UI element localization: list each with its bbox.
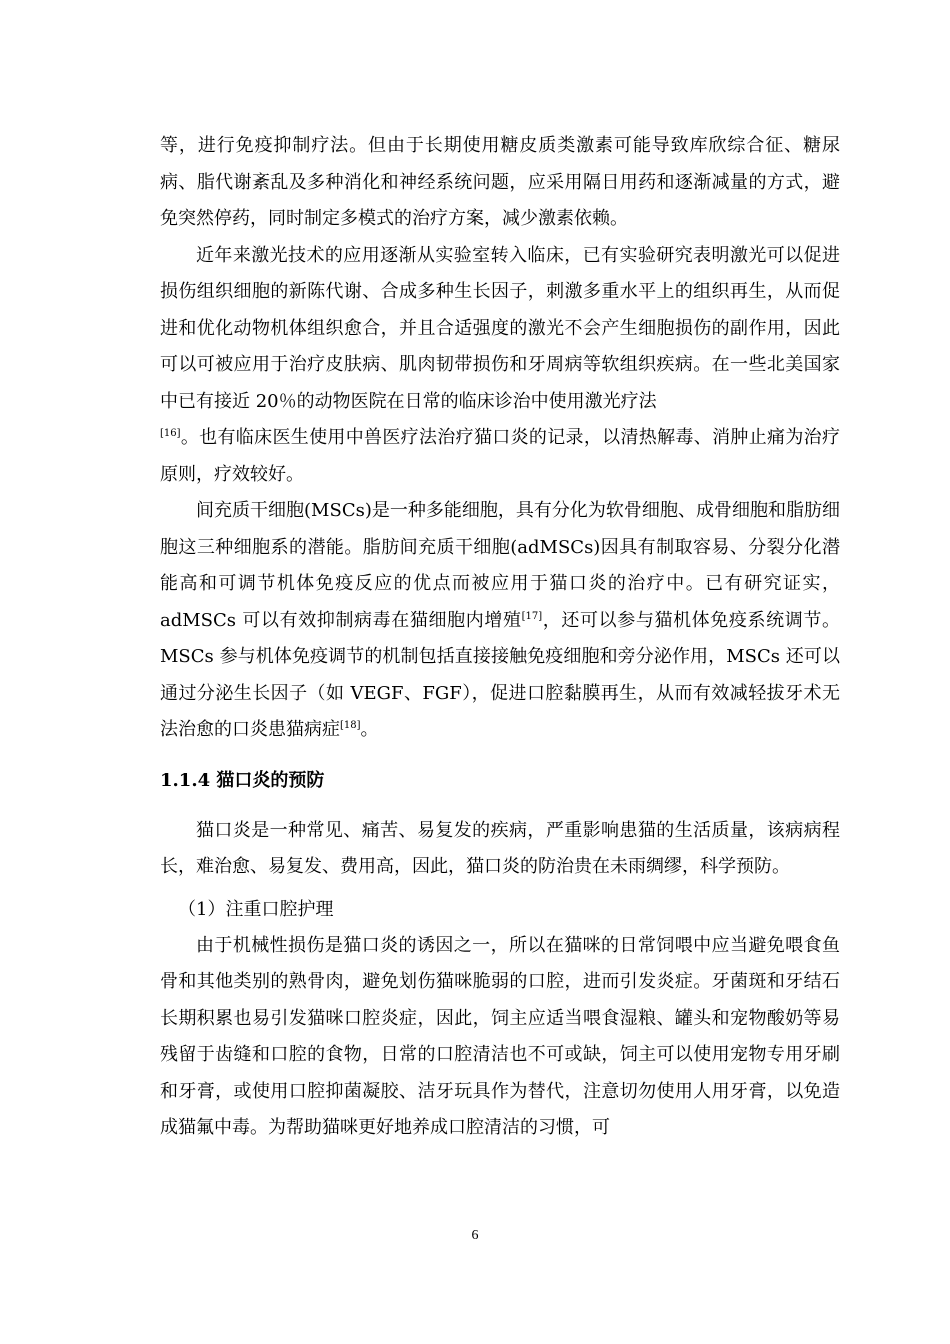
paragraph-prevention-intro: 猫口炎是一种常见、痛苦、易复发的疾病，严重影响患猫的生活质量，该病病程长，难治愈、易复发、费用高，因此，猫口炎的防治贵在未雨绸缪，科学预防。 (160, 819, 840, 877)
paragraph-immunosuppression: 等，进行免疫抑制疗法。但由于长期使用糖皮质类激素可能导致库欣综合征、糖尿病、脂代谢紊乱及多种消化和神经系统问题，应采用隔日用药和逐渐减量的方式，避免突然停药，同时制定多模式的治疗方案，减少激素依赖。 (160, 135, 840, 229)
subheading-oral-care: （1）注重口腔护理 (178, 898, 334, 920)
document-body (160, 128, 840, 1147)
citation-16: [16] (160, 428, 181, 439)
citation-18: [18] (340, 720, 361, 731)
page-number: 6 (471, 1228, 479, 1243)
paragraph-mscs (160, 493, 840, 749)
paragraph-oral-care: 由于机械性损伤是猫口炎的诱因之一，所以在猫咪的日常饲喂中应当避免喂食鱼骨和其他类别的熟骨肉，避免划伤猫咪脆弱的口腔，进而引发炎症。牙菌斑和牙结石长期积累也易引发猫咪口腔炎症，因此，饲主应适当喂食湿粮、罐头和宠物酸奶等易残留于齿缝和口腔的食物，日常的口腔清洁也不可或缺，饲主可以使用宠物专用牙刷和牙膏，或使用口腔抑菌凝胶、洁牙玩具作为替代，注意切勿使用人用牙膏，以免造成猫氟中毒。为帮助猫咪更好地养成口腔清洁的习惯，可 (160, 934, 840, 1138)
section-heading-prevention: 1.1.4 猫口炎的预防 (160, 769, 325, 791)
paragraph-mscs-text-a: 间充质干细胞(MSCs)是一种多能细胞，具有分化为软骨细胞、成骨细胞和脂肪细胞这三种细胞系的潜能。脂肪间充质干细胞(adMSCs)因具有制取容易、分裂分化潜能高和可调节机体免疫反应的优点而被应用于猫口炎的治疗中。已有研究证实，adMSCs 可以有效抑制病毒在猫细胞内增殖 (160, 500, 840, 631)
paragraph-laser-therapy (160, 238, 840, 494)
paragraph-mscs-text-c: 。 (360, 719, 379, 740)
citation-17: [17] (521, 610, 543, 622)
paragraph-laser-text-a: 近年来激光技术的应用逐渐从实验室转入临床，已有实验研究表明激光可以促进损伤组织细胞的新陈代谢、合成多种生长因子，刺激多重水平上的组织再生，从而促进和优化动物机体组织愈合，并且合适强度的激光不会产生细胞损伤的副作用，因此可以可被应用于治疗皮肤病、肌肉韧带损伤和牙周病等软组织疾病。在一些北美国家中已有接近 20％的动物医院在日常的临床诊治中使用激光疗法 (160, 244, 840, 412)
paragraph-mscs-text-b: ，还可以参与猫机体免疫系统调节。MSCs 参与机体免疫调节的机制包括直接接触免疫细胞和旁分泌作用，MSCs 还可以通过分泌生长因子（如 VEGF、FGF），促进口腔黏膜再生，从而有效减轻拔牙术无法治愈的口炎患猫病症 (160, 609, 840, 740)
paragraph-laser-text-b: 。也有临床医生使用中兽医疗法治疗猫口炎的记录，以清热解毒、消肿止痛为治疗原则，疗效较好。 (160, 427, 840, 485)
